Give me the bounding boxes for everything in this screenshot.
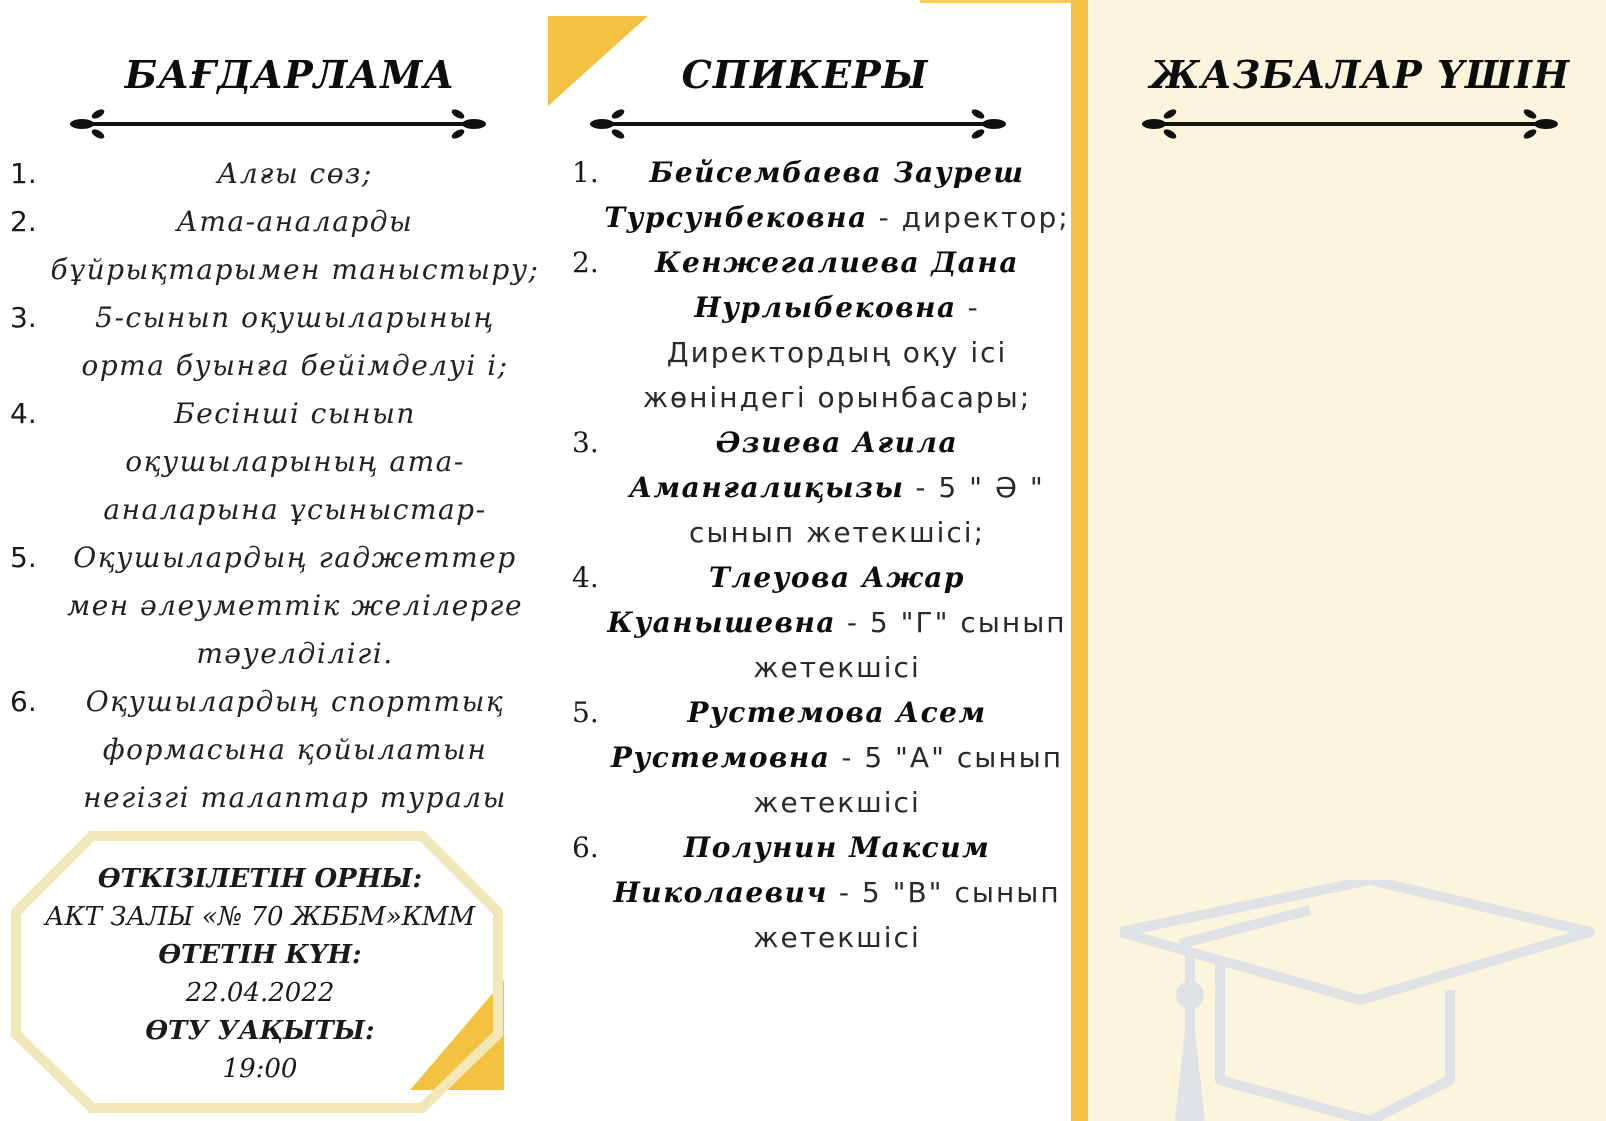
speaker-name: Кенжегалиева Дана Нурлыбековна: [654, 246, 1019, 324]
flourish-divider-icon: [1140, 104, 1560, 144]
program-item: [10, 294, 550, 390]
speaker-item-number: 6.: [572, 831, 599, 864]
date-label: ӨТЕТІН КҮН:: [158, 940, 362, 970]
speaker-item: [572, 555, 1072, 690]
speakers-heading: СПИКЕРЫ: [681, 52, 929, 97]
date-value: 22.04.2022: [185, 978, 335, 1008]
speaker-role: - 5 "В" сынып жетекшісі: [753, 876, 1061, 954]
program-item-number: 1.: [10, 157, 37, 190]
speaker-item-number: 4.: [572, 561, 599, 594]
notes-heading: ЖАЗБАЛАР ҮШІН: [1150, 52, 1570, 97]
program-item-text: Ата-аналарды бұйрықтарымен таныстыру;: [50, 205, 540, 286]
venue-value: АКТ ЗАЛЫ «№ 70 ЖББМ»КММ: [44, 902, 476, 932]
program-item-number: 2.: [10, 205, 37, 238]
flourish-divider-icon: [68, 104, 488, 144]
time-value: 19:00: [222, 1054, 298, 1084]
program-item-text: 5-сынып оқушыларының орта буынға бейімделуі і;: [81, 301, 509, 382]
divider-bar: [1071, 0, 1088, 1121]
speaker-name: Рустемова Асем Рустемовна: [610, 696, 987, 774]
speaker-role: - 5 "Г" сынып жетекшісі: [753, 606, 1067, 684]
program-item: [10, 678, 550, 822]
speaker-name: Әзиева Ағила Аманғалиқызы: [629, 426, 959, 504]
program-item-text: Оқушылардың спорттық формасына қойылатын негізгі талаптар туралы: [83, 685, 507, 814]
speaker-item: [572, 690, 1072, 825]
program-item-text: Бесінші сынып оқушыларының ата-аналарына ұсыныстар-: [103, 397, 487, 526]
program-item-number: 5.: [10, 541, 37, 574]
speaker-role: - 5 " Ә " сынып жетекшісі;: [688, 471, 1045, 549]
program-item: [10, 534, 550, 678]
venue-label: ӨТКІЗІЛЕТІН ОРНЫ:: [97, 864, 423, 894]
speaker-item-number: 1.: [572, 156, 599, 189]
speaker-role: - 5 "А" сынып жетекшісі: [753, 741, 1064, 819]
speaker-item: [572, 240, 1072, 420]
graduation-cap-icon: [1120, 880, 1600, 1121]
program-item-text: Алғы сөз;: [217, 157, 373, 190]
program-item: [10, 150, 550, 198]
time-label: ӨТУ УАҚЫТЫ:: [145, 1016, 375, 1046]
program-item-number: 3.: [10, 301, 37, 334]
program-item: [10, 198, 550, 294]
speaker-item: [572, 420, 1072, 555]
event-info: [20, 860, 500, 1088]
program-item: [10, 390, 550, 534]
speaker-role: - Директордың оқу ісі жөніндегі орынбасары;: [642, 291, 1032, 414]
program-item-number: 6.: [10, 685, 37, 718]
speaker-item: [572, 150, 1072, 240]
top-accent-strip: [920, 0, 1071, 3]
speaker-name: Бейсембаева Зауреш Турсунбековна: [604, 156, 1025, 234]
speaker-item-number: 2.: [572, 246, 599, 279]
program-item-text: Оқушылардың гаджеттер мен әлеуметтік желілерге тәуелділігі.: [66, 541, 524, 670]
program-heading: БАҒДАРЛАМА: [124, 52, 456, 97]
speaker-name: Тлеуова Ажар Куанышевна: [607, 561, 965, 639]
flourish-divider-icon: [588, 104, 1008, 144]
speakers-list: [572, 150, 1072, 960]
speaker-item-number: 3.: [572, 426, 599, 459]
speaker-item: [572, 825, 1072, 960]
speaker-role: - директор;: [867, 201, 1070, 234]
speaker-name: Полунин Максим Николаевич: [613, 831, 991, 909]
speaker-item-number: 5.: [572, 696, 599, 729]
program-list: [10, 150, 550, 822]
program-item-number: 4.: [10, 397, 37, 430]
